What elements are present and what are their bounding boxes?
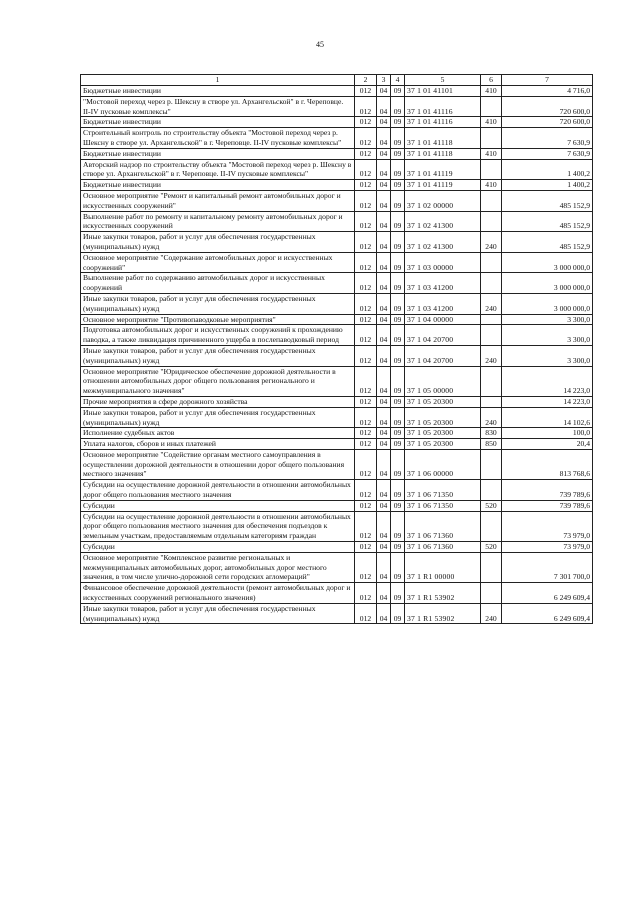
row-name-cell: Финансовое обеспечение дорожной деятельности (ремонт автомобильных дорог и искусственных сооружений регионального значения) [81,583,355,604]
target-code-cell: 37 1 05 20300 [405,407,481,428]
col4-cell: 09 [391,86,405,97]
row-name-cell: Выполнение работ по ремонту и капитальному ремонту автомобильных дорог и искусственных сооружений [81,211,355,232]
col4-cell: 09 [391,211,405,232]
col2-cell: 012 [355,117,377,128]
col2-cell: 012 [355,252,377,273]
table-row [81,159,593,180]
col2-cell: 012 [355,159,377,180]
col2-cell: 012 [355,86,377,97]
col2-cell: 012 [355,552,377,582]
row-name-cell: Иные закупки товаров, работ и услуг для обеспечения государственных (муниципальных) нужд [81,293,355,314]
row-name-cell: Субсидии [81,542,355,553]
amount-cell: 7 630,9 [502,128,593,149]
col2-cell: 012 [355,407,377,428]
col4-cell: 09 [391,159,405,180]
col4-cell: 09 [391,190,405,211]
col3-cell: 04 [377,511,391,541]
col3-cell: 04 [377,159,391,180]
amount-cell: 100,0 [502,428,593,439]
col4-cell: 09 [391,293,405,314]
amount-cell: 4 716,0 [502,86,593,97]
row-name-cell: Выполнение работ по содержанию автомобильных дорог и искусственных сооружений [81,273,355,294]
col3-cell: 04 [377,232,391,253]
table-row [81,439,593,450]
col3-cell: 04 [377,428,391,439]
col2-cell: 012 [355,293,377,314]
col3-cell: 04 [377,117,391,128]
table-row [81,252,593,273]
amount-cell: 7 630,9 [502,148,593,159]
col4-cell: 09 [391,273,405,294]
row-name-cell: Основное мероприятие "Содействие органам местного самоуправления в осуществлении дорожной деятельности в отношении дорог общего пользования местного значения" [81,449,355,479]
table-header-row [81,75,593,86]
row-name-cell: "Мостовой переход через р. Шексну в створе ул. Архангельской" в г. Череповце. II-IV пусковые комплексы" [81,96,355,117]
amount-cell: 485 152,9 [502,232,593,253]
expense-type-cell: 240 [481,293,502,314]
col3-cell: 04 [377,325,391,346]
col2-cell: 012 [355,314,377,325]
table-row [81,396,593,407]
expense-type-cell [481,583,502,604]
target-code-cell: 37 1 05 20300 [405,439,481,450]
col2-cell: 012 [355,439,377,450]
row-name-cell: Иные закупки товаров, работ и услуг для обеспечения государственных (муниципальных) нужд [81,345,355,366]
col3-cell: 04 [377,96,391,117]
expense-type-cell: 410 [481,86,502,97]
target-code-cell: 37 1 05 20300 [405,428,481,439]
table-row [81,407,593,428]
row-name-cell: Прочие мероприятия в сфере дорожного хозяйства [81,396,355,407]
col4-cell: 09 [391,542,405,553]
col2-cell: 012 [355,148,377,159]
expense-type-cell [481,552,502,582]
amount-cell: 3 000 000,0 [502,273,593,294]
page-number: 45 [316,40,324,49]
table-row [81,148,593,159]
col2-cell: 012 [355,325,377,346]
col3-cell: 04 [377,252,391,273]
target-code-cell: 37 1 02 41300 [405,211,481,232]
target-code-cell: 37 1 06 71360 [405,511,481,541]
col3-cell: 04 [377,500,391,511]
col4-cell: 09 [391,480,405,501]
target-code-cell: 37 1 06 71350 [405,500,481,511]
expense-type-cell [481,511,502,541]
amount-cell: 3 000 000,0 [502,293,593,314]
col3-cell: 04 [377,603,391,624]
col2-cell: 012 [355,500,377,511]
col3-cell: 04 [377,552,391,582]
col3-cell: 04 [377,439,391,450]
expense-type-cell [481,159,502,180]
col2-cell: 012 [355,232,377,253]
col3-cell: 04 [377,314,391,325]
col2-cell: 012 [355,211,377,232]
target-code-cell: 37 1 R1 53902 [405,583,481,604]
target-code-cell: 37 1 01 41116 [405,117,481,128]
row-name-cell: Иные закупки товаров, работ и услуг для обеспечения государственных (муниципальных) нужд [81,603,355,624]
col2-cell: 012 [355,480,377,501]
amount-cell: 813 768,6 [502,449,593,479]
col3-cell: 04 [377,396,391,407]
target-code-cell: 37 1 02 41300 [405,232,481,253]
expense-type-cell: 410 [481,148,502,159]
col4-cell: 09 [391,449,405,479]
table-row [81,511,593,541]
table-row [81,366,593,396]
col4-cell: 09 [391,603,405,624]
col2-cell: 012 [355,428,377,439]
row-name-cell: Бюджетные инвестиции [81,148,355,159]
amount-cell: 3 300,0 [502,345,593,366]
table-row [81,325,593,346]
target-code-cell: 37 1 03 00000 [405,252,481,273]
target-code-cell: 37 1 01 41118 [405,148,481,159]
col3-cell: 04 [377,542,391,553]
col4-cell: 09 [391,117,405,128]
amount-cell: 14 102,6 [502,407,593,428]
col3-cell: 04 [377,273,391,294]
table-row [81,96,593,117]
target-code-cell: 37 1 04 20700 [405,345,481,366]
row-name-cell: Авторский надзор по строительству объекта "Мостовой переход через р. Шексну в створе ул. Архангельской" в г. Череповце. II-IV пусковые комплексы" [81,159,355,180]
col4-cell: 09 [391,128,405,149]
col3-cell: 04 [377,407,391,428]
header-cell: 4 [391,75,405,86]
row-name-cell: Уплата налогов, сборов и иных платежей [81,439,355,450]
amount-cell: 73 979,0 [502,511,593,541]
row-name-cell: Строительный контроль по строительству объекта "Мостовой переход через р. Шексну в створе ул. Архангельской" в г. Череповце. II-IV пусковые комплексы" [81,128,355,149]
table-row [81,500,593,511]
amount-cell: 73 979,0 [502,542,593,553]
header-cell: 7 [502,75,593,86]
expense-type-cell: 410 [481,180,502,191]
col2-cell: 012 [355,396,377,407]
row-name-cell: Основное мероприятие "Противопаводковые мероприятия" [81,314,355,325]
col2-cell: 012 [355,96,377,117]
table-row [81,293,593,314]
target-code-cell: 37 1 01 41116 [405,96,481,117]
row-name-cell: Субсидии [81,500,355,511]
col2-cell: 012 [355,366,377,396]
expense-type-cell [481,252,502,273]
row-name-cell: Субсидии на осуществление дорожной деятельности в отношении автомобильных дорог общего пользования местного значения [81,480,355,501]
amount-cell: 3 000 000,0 [502,252,593,273]
amount-cell: 485 152,9 [502,190,593,211]
expense-type-cell [481,190,502,211]
col2-cell: 012 [355,128,377,149]
table-row [81,180,593,191]
col4-cell: 09 [391,396,405,407]
target-code-cell: 37 1 R1 53902 [405,603,481,624]
row-name-cell: Основное мероприятие "Содержание автомобильных дорог и искусственных сооружений" [81,252,355,273]
col3-cell: 04 [377,86,391,97]
expense-type-cell: 520 [481,500,502,511]
table-row [81,480,593,501]
col4-cell: 09 [391,366,405,396]
expense-type-cell [481,128,502,149]
col4-cell: 09 [391,345,405,366]
target-code-cell: 37 1 04 00000 [405,314,481,325]
expense-type-cell [481,314,502,325]
row-name-cell: Основное мероприятие "Юридическое обеспечение дорожной деятельности в отношении автомобильных дорог общего пользования регионального и межмуниципального значения" [81,366,355,396]
expense-type-cell [481,211,502,232]
col2-cell: 012 [355,273,377,294]
amount-cell: 6 249 609,4 [502,583,593,604]
col4-cell: 09 [391,500,405,511]
col3-cell: 04 [377,366,391,396]
row-name-cell: Бюджетные инвестиции [81,117,355,128]
col4-cell: 09 [391,325,405,346]
table-row [81,449,593,479]
col3-cell: 04 [377,128,391,149]
target-code-cell: 37 1 04 20700 [405,325,481,346]
expense-type-cell: 240 [481,345,502,366]
col4-cell: 09 [391,232,405,253]
table-row [81,603,593,624]
col2-cell: 012 [355,542,377,553]
table-row [81,211,593,232]
col3-cell: 04 [377,480,391,501]
target-code-cell: 37 1 02 00000 [405,190,481,211]
header-cell: 5 [405,75,481,86]
col3-cell: 04 [377,211,391,232]
header-cell: 2 [355,75,377,86]
col4-cell: 09 [391,511,405,541]
col2-cell: 012 [355,190,377,211]
target-code-cell: 37 1 01 41118 [405,128,481,149]
amount-cell: 3 300,0 [502,325,593,346]
amount-cell: 739 789,6 [502,480,593,501]
col4-cell: 09 [391,407,405,428]
target-code-cell: 37 1 06 71360 [405,542,481,553]
table-row [81,128,593,149]
expense-type-cell [481,325,502,346]
header-cell: 6 [481,75,502,86]
row-name-cell: Подготовка автомобильных дорог и искусственных сооружений к прохождению паводка, а также ликвидация причиненного ущерба в послепаводковый период [81,325,355,346]
amount-cell: 20,4 [502,439,593,450]
row-name-cell: Бюджетные инвестиции [81,86,355,97]
col3-cell: 04 [377,148,391,159]
col3-cell: 04 [377,345,391,366]
target-code-cell: 37 1 03 41200 [405,273,481,294]
amount-cell: 485 152,9 [502,211,593,232]
col3-cell: 04 [377,583,391,604]
col2-cell: 012 [355,603,377,624]
col2-cell: 012 [355,511,377,541]
row-name-cell: Иные закупки товаров, работ и услуг для обеспечения государственных (муниципальных) нужд [81,232,355,253]
amount-cell: 720 600,0 [502,96,593,117]
expense-type-cell [481,366,502,396]
amount-cell: 6 249 609,4 [502,603,593,624]
amount-cell: 14 223,0 [502,396,593,407]
expense-type-cell [481,96,502,117]
col3-cell: 04 [377,449,391,479]
expense-type-cell [481,273,502,294]
col2-cell: 012 [355,583,377,604]
amount-cell: 14 223,0 [502,366,593,396]
col2-cell: 012 [355,345,377,366]
row-name-cell: Основное мероприятие "Ремонт и капитальный ремонт автомобильных дорог и искусственных сооружений" [81,190,355,211]
table-row [81,542,593,553]
col3-cell: 04 [377,190,391,211]
target-code-cell: 37 1 01 41119 [405,180,481,191]
amount-cell: 1 400,2 [502,180,593,191]
budget-table [80,74,593,624]
row-name-cell: Бюджетные инвестиции [81,180,355,191]
row-name-cell: Основное мероприятие "Комплексное развитие региональных и межмуниципальных автомобильных дорог, автомобильных дорог местного значения, в том числе улично-дорожной сети городских агломераций" [81,552,355,582]
col4-cell: 09 [391,552,405,582]
target-code-cell: 37 1 03 41200 [405,293,481,314]
expense-type-cell: 850 [481,439,502,450]
table-row [81,583,593,604]
header-cell: 1 [81,75,355,86]
col4-cell: 09 [391,252,405,273]
target-code-cell: 37 1 06 00000 [405,449,481,479]
expense-type-cell [481,396,502,407]
expense-type-cell [481,480,502,501]
expense-type-cell [481,449,502,479]
target-code-cell: 37 1 01 41119 [405,159,481,180]
amount-cell: 720 600,0 [502,117,593,128]
expense-type-cell: 410 [481,117,502,128]
header-cell: 3 [377,75,391,86]
target-code-cell: 37 1 01 41101 [405,86,481,97]
col4-cell: 09 [391,583,405,604]
col4-cell: 09 [391,314,405,325]
target-code-cell: 37 1 05 20300 [405,396,481,407]
target-code-cell: 37 1 05 00000 [405,366,481,396]
col2-cell: 012 [355,449,377,479]
col4-cell: 09 [391,428,405,439]
table-row [81,232,593,253]
col4-cell: 09 [391,439,405,450]
col2-cell: 012 [355,180,377,191]
expense-type-cell: 240 [481,407,502,428]
amount-cell: 739 789,6 [502,500,593,511]
table-row [81,552,593,582]
expense-type-cell: 520 [481,542,502,553]
col4-cell: 09 [391,96,405,117]
amount-cell: 3 300,0 [502,314,593,325]
row-name-cell: Субсидии на осуществление дорожной деятельности в отношении автомобильных дорог общего пользования местного значения для обеспечения подъездов к земельным участкам, предоставляемым отдельным категориям граждан [81,511,355,541]
expense-type-cell: 830 [481,428,502,439]
row-name-cell: Иные закупки товаров, работ и услуг для обеспечения государственных (муниципальных) нужд [81,407,355,428]
col3-cell: 04 [377,180,391,191]
row-name-cell: Исполнение судебных актов [81,428,355,439]
expense-type-cell: 240 [481,232,502,253]
table-row [81,314,593,325]
table-row [81,190,593,211]
target-code-cell: 37 1 R1 00000 [405,552,481,582]
table-row [81,428,593,439]
col3-cell: 04 [377,293,391,314]
amount-cell: 7 301 700,0 [502,552,593,582]
col4-cell: 09 [391,180,405,191]
table-row [81,345,593,366]
expense-type-cell: 240 [481,603,502,624]
table-row [81,273,593,294]
amount-cell: 1 400,2 [502,159,593,180]
table-row [81,117,593,128]
col4-cell: 09 [391,148,405,159]
target-code-cell: 37 1 06 71350 [405,480,481,501]
table-row [81,86,593,97]
